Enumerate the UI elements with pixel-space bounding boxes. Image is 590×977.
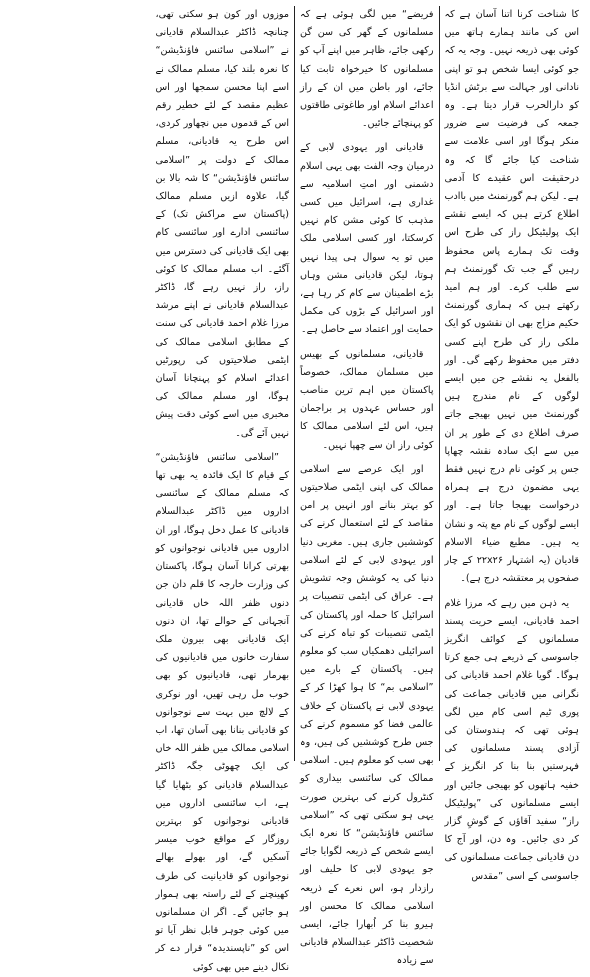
paragraph: یہ ذہن میں رہے کہ مرزا غلام احمد قادیانی، ایسے حریت پسند مسلمانوں کے کوائف انگریز جاسوسی کے ذریعے ہی جمع کرتا ہوگا۔ گویا غلام احمد قادیانی کی نگرانی میں قادیانی جماعت کی پوری ٹیم اسی کام میں لگی ہوئی تھی کہ ہندوستان کی آزادی پسند مسلمانوں کی فہرستیں بنا بنا کر انگریز کے خفیہ ہاتھوں کو بھیجی جائیں اور ایسے مسلمانوں کی ”پولیٹیکل راز“ سفید آقاؤں کے گوشِ گزار کر دی جائیں۔ وہ دن، اور آج کا دن قادیانی جماعت مسلمانوں کی جاسوسی کے اسی ”مقدس [444,597,579,882]
paragraph: فریضے“ میں لگی ہوئی ہے کہ مسلمانوں کے گھر کی سن گن رکھی جائے، ظاہر میں اپنے آپ کو مسلمانوں کا خیرخواہ ثابت کیا جائے، اور باطن میں ان کے راز اعدائے اسلام اور طاغوتی طاقتوں کو پہنچائے جائیں۔ [300,9,434,130]
paragraph: کا شناخت کرنا اتنا آسان ہے کہ اس کی مانند ہمارے ہاتھ میں کوئی بھی ذریعہ نہیں۔ وجہ یہ کہ جو کوئی ایسا شخص ہو تو اپنی نادانی اور جہالت سے برٹش انڈیا کو دارالحرب قرار دیتا ہے۔ وہ جمعہ کی فرضیت سے ضرور منکر ہوگا اور اسی علامت سے شناخت کیا جائے گا کہ وہ درحقیقت اس عقیدے کا آدمی ہے۔ لیکن ہم گورنمنٹ میں باادب اطلاع کرتے ہیں کہ ایسے نقشے ایک پولیٹیکل راز کی طرح اس وقت تک ہمارے پاس محفوظ رہیں گے جب تک گورنمنٹ ہم سے طلب کرے۔ اور ہم امید رکھتے ہیں کہ ہماری گورنمنٹ حکیم مزاج بھی ان نقشوں کو ایک ملکی راز کی طرح اپنے کسی دفتر میں محفوظ رکھے گی۔ اور بالفعل یہ نقشے جن میں ایسے لوگوں کے نام مندرج ہیں گورنمنٹ میں نہیں بھیجے جاتے صرف اطلاع دی کے طور پر ان میں سے ایک سادہ نقشہ چھاپا جس پر کوئی نام درج نہیں فقط یہی مضمون درج ہے ہمراہ درخواست بھیجا جاتا ہے۔ اور ایسے لوگوں کے نام مع پتہ و نشان یہ ہیں۔ مطبع ضیاء الاسلام قادیان (یہ اشتہار ۲۲x۲۶ کے چار صفحوں پر معتقشہ درج ہے)۔ [444,9,579,585]
text-column-right [440,6,585,882]
text-column-center-right [295,6,440,967]
text-column-center-left [151,6,296,973]
paragraph: ”اسلامی سائنس فاؤنڈیشن“ کے قیام کا ایک فائدہ یہ بھی تھا کہ مسلم ممالک کے سائنسی اداروں میں ڈاکٹر عبدالسلام قادیانی کا عمل دخل ہوگا، اور ان اداروں میں قادیانی نوجوانوں کو بھرتی کرانا آسان ہوگا، پاکستان کی وزارت خارجہ کا قلم دان جن دنوں ظفر اللہ خاں قادیانی آنجہانی کے حوالے تھا، ان دنوں ایک قادیانی بھی بیرون ملک سفارت خانوں میں قادیانیوں کی بھرمار تھی، قادیانیوں کو بھی خوب مل رہی تھیں، اور نوکری کے لالچ میں بہت سے نوجوانوں کو قادیانی بنانا بھی آسان تھا، اب اسلامی ممالک میں ظفر اللہ خاں کی ایک چھوٹی جگہ ڈاکٹر عبدالسلام قادیانی کو بٹھایا گیا ہے، اب سائنسی اداروں میں قادیانی نوجوانوں کو بہترین روزگار کے مواقع خوب میسر آسکیں گے، اور بھولے بھالے نوجوانوں کو قادیانیت کی طرف کھینچنے کے لئے راستہ بھی ہموار ہو جائیں گے۔ اگر ان مسلمانوں میں کوئی جوہر قابل نظر آیا تو اس کو ”ناپسندیدہ“ قرار دے کر نکال دینے میں بھی کوئی [155,451,289,973]
paragraph: قادیانی، مسلمانوں کے بھیس میں مسلمان ممالک، خصوصاً پاکستان میں اہم ترین مناصب اور حساس عہدوں پر براجمان ہیں، اس لئے اسلامی ممالک کا کوئی راز ان سے چھپا نہیں۔ [300,348,434,451]
paragraph: اور ایک عرصے سے اسلامی ممالک کی اپنی ایٹمی صلاحیتوں کو بہتر بنانے اور انہیں پر امن مقاصد کے لئے استعمال کرنے کی کوششیں جاری ہیں۔ مغربی دنیا اور یہودی لابی کے لئے اسلامی دنیا کی یہ کوشش وجہ تشویش ہے۔ عراق کی ایٹمی تنصیبات پر اسرائیل کا حملہ اور پاکستان کی ایٹمی تنصیبات کو تباہ کرنے کی اسرائیلی دھمکیاں سب کو معلوم ہیں۔ پاکستان کے بارے میں ”اسلامی بم“ کا ہوا کھڑا کر کے یہودی لابی نے پاکستان کے خلاف عالمی فضا کو مسموم کرنے کی جس طرح کوششیں کی ہیں، وہ بھی سب کو معلوم ہیں۔ اسلامی ممالک کی سائنسی بیداری کو کنٹرول کرنے کی بہترین صورت یہی ہو سکتی تھی کہ ”اسلامی سائنس فاؤنڈیشن“ کا نعرہ ایک ایسے شخص کے ذریعہ لگوایا جائے جو یہودی لابی کا حلیف اور رازدار ہو، اس نعرے کے ذریعہ اسلامی ممالک کا محسن اور ہیرو بنا کر اُبھارا جائے، ایسی شخصیت ڈاکٹر عبدالسلام قادیانی سے زیادہ [300,463,434,967]
paragraph: قادیانی اور یہودی لابی کے درمیان وجہ الفت بھی یہی اسلام دشمنی اور امتِ اسلامیہ سے غداری ہے، اسرائیل میں کسی مذہب کا کوئی مشن کام نہیں کرسکتا، اور کسی اسلامی ملک میں تو یہ سوال ہی پیدا نہیں ہوتا، لیکن قادیانی مشن وہاں بڑے اطمینان سے کام کر رہا ہے، اور اسرائیل کے بڑوں کی مکمل حمایت اور اعتماد سے حاصل ہے۔ [300,142,434,336]
paragraph: موزوں اور کون ہو سکتی تھی، چنانچہ ڈاکٹر عبدالسلام قادیانی نے ”اسلامی سائنس فاؤنڈیشن“ کا نعرہ بلند کیا، مسلم ممالک نے اسے اپنا محسن سمجھا اور اس عظیم مقصد کے لئے خطیر رقم اس کے قدموں میں نچھاور کردی، اس طرح یہ قادیانی، مسلم ممالک کے دولت پر ”اسلامی سائنس فاؤنڈیشن“ کا شہ بالا بن گیا، علاوہ ازیں مسلم ممالک (پاکستان سے مراکش تک) کے سائنسی ادارے اور سائنسی کام بھی ایک قادیانی کی دسترس میں آگئے۔ اب مسلم ممالک کا کوئی راز، راز نہیں رہے گا، ڈاکٹر عبدالسلام قادیانی نے اپنے مرشد مرزا غلام احمد قادیانی کی سنت کے مطابق اسلامی ممالک کی ایٹمی صلاحیتوں کی رپورٹیں اعدائے اسلام کو پہنچانا آسان ہوگا، اور مسلم ممالک کی مخبری میں اسے کوئی دقت پیش نہیں آئے گی۔ [155,9,289,439]
newspaper-page [6,6,584,973]
